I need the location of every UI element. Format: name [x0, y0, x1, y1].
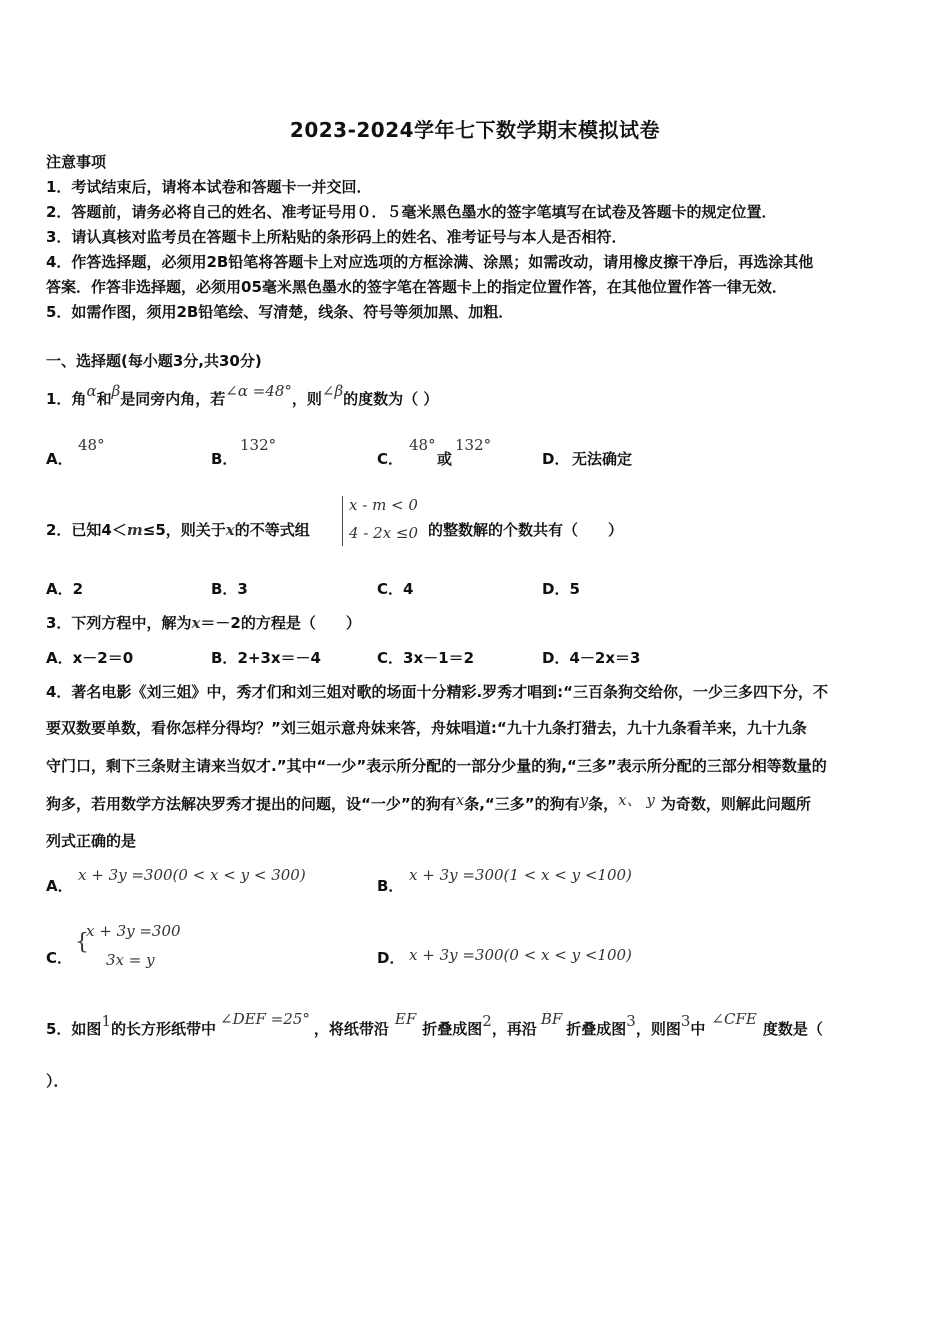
question-2-tail: 的整数解的个数共有（ ）	[428, 521, 624, 539]
notice-item: 1．考试结束后，请将本试卷和答题卡一并交回．	[46, 178, 372, 196]
option-c: C．3x－1＝2	[377, 649, 475, 667]
question-4-line: 要双数要单数，看你怎样分得均？”刘三姐示意舟妹来答，舟妹唱道:“九十九条打猎去，九十九条看羊来，九十九条	[46, 719, 807, 737]
question-4-line: 列式正确的是	[46, 832, 137, 850]
option-a-value: 48°	[78, 436, 105, 454]
option-d-equation: x + 3y =300(0 < x < y <100)	[409, 946, 632, 964]
option-a-equation: x + 3y =300(0 < x < y < 300)	[78, 866, 306, 884]
option-a-label: A．	[46, 877, 73, 895]
notice-item: 5．如需作图，须用2B铅笔绘、写清楚，线条、符号等须加黑、加粗．	[46, 303, 514, 321]
option-c-value-2: 132°	[455, 436, 492, 454]
notice-item: 4．作答选择题，必须用2B铅笔将答题卡上对应选项的方框涂满、涂黑；如需改动，请用橡皮擦干净后，再选涂其他	[46, 253, 814, 271]
page-title: 2023-2024学年七下数学期末模拟试卷	[289, 118, 661, 142]
question-4-line: 4．著名电影《刘三姐》中，秀才们和刘三姐对歌的场面十分精彩.罗秀才唱到:“三百条狗交给你，一少三多四下分，不	[46, 683, 828, 701]
option-c-equation-1: x + 3y =300	[86, 922, 181, 940]
option-a: A．x－2＝0	[46, 649, 134, 667]
option-c-or: 或	[437, 450, 453, 468]
section-heading: 一、选择题(每小题3分,共30分)	[46, 352, 262, 370]
option-b: B．3	[211, 580, 248, 598]
question-3-stem: 3．下列方程中，解为x＝－2的方程是（ ）	[46, 614, 361, 632]
inequality-1: x - m < 0	[349, 496, 418, 514]
notice-item: 答案．作答非选择题，必须用05毫米黑色墨水的签字笔在答题卡上的指定位置作答，在其他位置作答一律无效．	[46, 278, 787, 296]
option-b-equation: x + 3y =300(1 < x < y <100)	[409, 866, 632, 884]
option-b: B．2+3x＝－4	[211, 649, 321, 667]
question-4-line: 狗多，若用数学方法解决罗秀才提出的问题，设“一少”的狗有x条,“三多”的狗有y条，x、 y 为奇数，则解此问题所	[46, 791, 811, 813]
option-a: A．2	[46, 580, 84, 598]
question-1-stem: 1．角α和β是同旁内角，若∠α =48°，则∠β的度数为（ ）	[46, 382, 439, 408]
notice-heading: 注意事项	[46, 153, 107, 171]
option-d-label: D．	[377, 949, 405, 967]
option-d: D．5	[542, 580, 580, 598]
option-d: D．4－2x＝3	[542, 649, 641, 667]
option-b-label: B．	[377, 877, 404, 895]
option-c-brace: {	[75, 930, 89, 955]
option-d-text: 无法确定	[572, 450, 633, 468]
option-c-equation-2: 3x = y	[106, 951, 155, 969]
inequality-2: 4 - 2x ≤0	[349, 524, 419, 542]
option-c-label: C．	[377, 450, 404, 468]
option-a-label: A．	[46, 450, 73, 468]
question-2-stem: 2．已知4＜m≤5，则关于x的不等式组	[46, 521, 310, 539]
option-c-value-1: 48°	[409, 436, 436, 454]
question-5-stem: 5．如图1的长方形纸带中∠DEF =25°，将纸带沿EF折叠成图2，再沿BF折叠成图3，则图3中∠CFE度数是（	[46, 1010, 823, 1038]
option-c: C．4	[377, 580, 414, 598]
notice-item: 3．请认真核对监考员在答题卡上所粘贴的条形码上的姓名、准考证号与本人是否相符．	[46, 228, 627, 246]
option-b-label: B．	[211, 450, 238, 468]
question-4-line: 守门口，剩下三条财主请来当奴才.”其中“一少”表示所分配的一部分少量的狗,“三多”表示所分配的三部分相等数量的	[46, 757, 827, 775]
option-d-label: D．	[542, 450, 570, 468]
notice-item: 2．答题前，请务必将自己的姓名、准考证号用０．５毫米黑色墨水的签字笔填写在试卷及答题卡的规定位置．	[46, 203, 777, 221]
option-c-label: C．	[46, 949, 73, 967]
option-b-value: 132°	[240, 436, 277, 454]
system-brace	[342, 496, 343, 546]
question-5-end: ）．	[46, 1072, 69, 1090]
